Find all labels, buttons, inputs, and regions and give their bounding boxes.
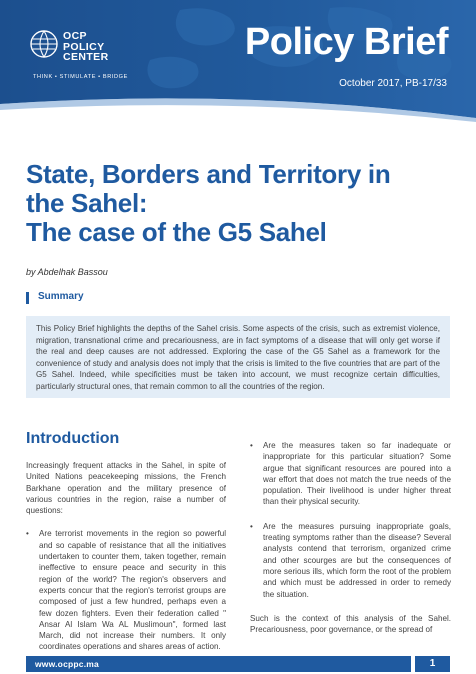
header-banner (0, 0, 476, 122)
bullet-icon: • (250, 441, 253, 450)
list-item (250, 521, 451, 600)
title-line-3: The case of the G5 Sahel (26, 217, 327, 247)
context-paragraph: Such is the context of this analysis of the Sahel. Precariousness, poor governance, or the spread of (250, 613, 451, 635)
page-number: 1 (429, 658, 436, 669)
document-title (26, 160, 456, 247)
logo-line-policy: POLICY (63, 40, 105, 53)
bullet-icon: • (26, 529, 29, 539)
list-item (26, 528, 226, 652)
logo-text (63, 31, 109, 63)
summary-label: Summary (38, 291, 84, 302)
ocp-logo[interactable] (30, 30, 138, 82)
author-byline: by Abdelhak Bassou (26, 267, 108, 277)
page-number-box (415, 656, 450, 672)
summary-text: This Policy Brief highlights the depths of the Sahel crisis. Some aspects of the crisis, such as extremist violence, migration, transnational crime and precariousness, are in fact symptoms of a disease that will only get worse if the real and deep causes are not addressed. Exploring the case of the G5 Sahel as a framework for the convenience of study and analysis does not imply that the crisis is limited to the five countries that are part of the G5 Sahel. Indeed, while specificities must be taken into account, we must recognize certain difficulties, particularly structural ones, that remain common to all the countries of the region. (36, 324, 440, 391)
logo-line-ocp: OCP (63, 30, 87, 42)
title-line-2: the Sahel: (26, 188, 148, 218)
policy-brief-title: Policy Brief (244, 21, 448, 63)
right-column (250, 440, 451, 635)
intro-paragraph: Increasingly frequent attacks in the Sahel, in spite of United Nations peacekeeping missions, the French Barkhane operation and the military presence of various countries in the region, raise a number of questions: (26, 461, 226, 516)
bullet-icon: • (250, 521, 253, 531)
logo-line-center: CENTER (63, 51, 109, 63)
bullet-text: Are the measures taken so far inadequate or inappropriate for this particular situation? Some argue that significant resources are poured into a war effort that does not match the true needs of the population. Their livelihood is under higher threat than their physical security. (263, 441, 451, 507)
globe-logo-icon (30, 30, 58, 58)
bullet-text: Are terrorist movements in the region so powerful and so capable of resistance that all the initiatives undertaken to counter them, taken together, remain ineffective to ensure peace and security in this region of the world? The region's observers and experts concur that the region's terrorist groups are composed of just a few hundred, perhaps even a few dozen fighters. Even their federation called " Ansar Al Islam Wa AL Muslimoun", formed last March, did not increase their numbers. It only coordinates operations and shares areas of action. (39, 529, 226, 652)
footer-bar (26, 656, 411, 672)
left-column (26, 460, 226, 653)
issue-date-reference: October 2017, PB-17/33 (339, 78, 447, 89)
title-line-1: State, Borders and Territory in (26, 159, 391, 189)
summary-accent-bar (26, 292, 29, 304)
logo-tagline: THINK • STIMULATE • BRIDGE (33, 74, 128, 80)
website-link[interactable]: www.ocppc.ma (35, 659, 99, 669)
list-item (250, 440, 451, 508)
summary-box (26, 316, 450, 398)
bullet-text: Are the measures pursuing inappropriate goals, treating symptoms rather than the disease? Several analysts contend that terrorism, organized crime and other scourges are but the consequences of more serious ills, which form the root of the problem and which must be addressed in order to remedy the situation. (263, 521, 451, 599)
introduction-heading: Introduction (26, 430, 120, 447)
